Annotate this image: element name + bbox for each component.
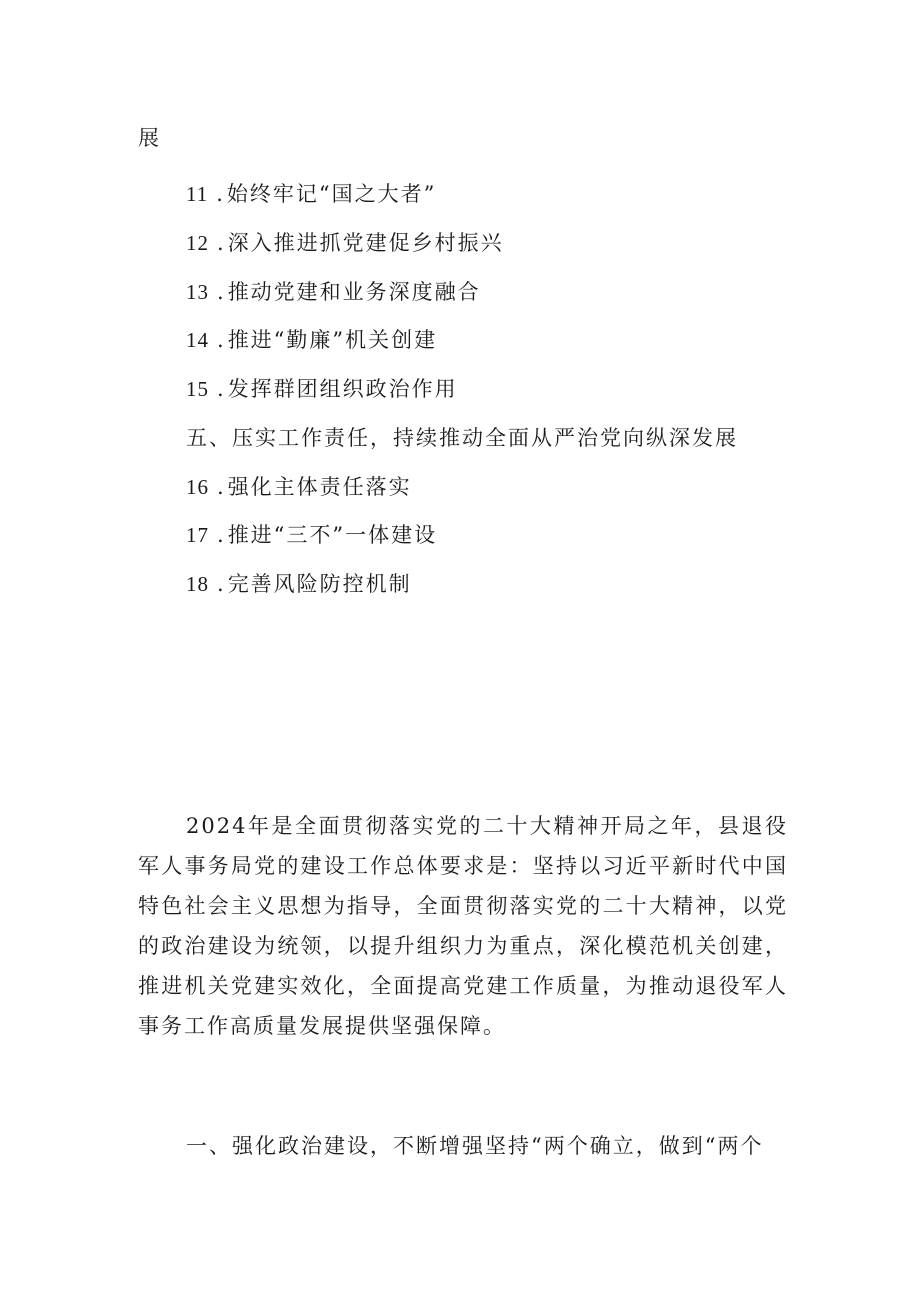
toc-item [186, 570, 412, 598]
section-heading: 一、强化政治建设，不断增强坚持“两个确立，做到“两个 [186, 1134, 764, 1158]
continuation-text: 展 [138, 126, 161, 150]
toc-text: 发挥群团组织政治作用 [227, 377, 458, 401]
toc-item [186, 326, 437, 354]
toc-number: 14 [186, 328, 209, 352]
toc-text: 推进“勤廉”机关创建 [227, 328, 438, 352]
toc-number: 13 [186, 280, 209, 304]
toc-number: 17 [186, 523, 209, 547]
toc-separator: . [217, 475, 226, 499]
toc-number: 18 [186, 572, 209, 596]
toc-item [186, 229, 504, 257]
toc-item [186, 180, 436, 208]
toc-text: 始终牢记“国之大者” [226, 182, 437, 206]
body-paragraph: 2024年是全面贯彻落实党的二十大精神开局之年，县退役军人事务局党的建设工作总体要求是：坚持以习近平新时代中国特色社会主义思想为指导，全面贯彻落实党的二十大精神，以党的政治建设为统领，以提升组织力为重点，深化模范机关创建，推进机关党建实效化，全面提高党建工作质量，为推动退役军人事务工作高质量发展提供坚强保障。 [138, 814, 788, 1038]
toc-item [186, 521, 437, 549]
toc-text: 推进“三不”一体建设 [227, 523, 438, 547]
toc-number: 11 [186, 182, 209, 206]
toc-text: 推动党建和业务深度融合 [227, 280, 481, 304]
toc-number: 12 [186, 231, 209, 255]
toc-separator: . [216, 182, 225, 206]
toc-separator: . [217, 377, 226, 401]
toc-separator: . [217, 328, 226, 352]
toc-separator: . [217, 231, 226, 255]
toc-text: 完善风险防控机制 [227, 572, 412, 596]
toc-separator: . [217, 280, 226, 304]
toc-text: 深入推进抓党建促乡村振兴 [227, 231, 504, 255]
toc-number: 16 [186, 475, 209, 499]
section-heading: 五、压实工作责任，持续推动全面从严治党向纵深发展 [186, 426, 738, 450]
toc-separator: . [217, 523, 226, 547]
toc-separator: . [217, 572, 226, 596]
toc-item [186, 278, 481, 306]
toc-number: 15 [186, 377, 209, 401]
toc-text: 强化主体责任落实 [227, 475, 412, 499]
toc-item [186, 473, 412, 501]
toc-item [186, 375, 458, 403]
